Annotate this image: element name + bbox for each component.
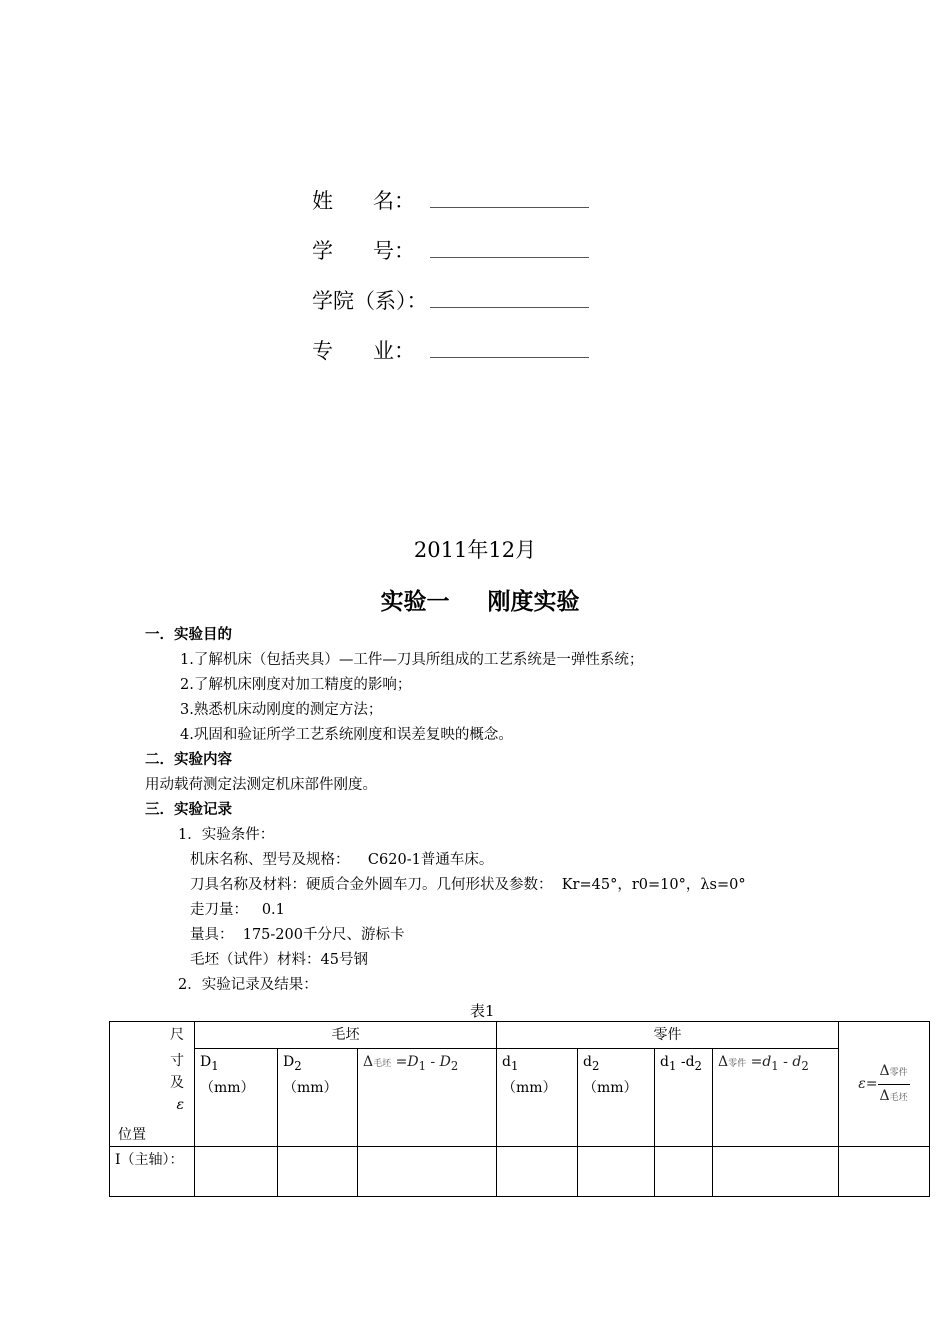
row-spindle-label: I（主轴）： <box>110 1147 195 1197</box>
condition-feed: 走刀量： 0.1 <box>190 902 285 918</box>
content-text: 用动载荷测定法测定机床部件刚度。 <box>145 777 377 793</box>
col-D2: $D_2(mm)$ <box>278 1049 358 1147</box>
condition-tool: 刀具名称及材料：硬质合金外圆车刀。几何形状及参数： Kr=45°，r0=10°，λs=0° <box>190 877 746 893</box>
corner-epsilon: ε <box>176 1097 184 1113</box>
condition-material: 毛坯（试件）材料：45号钢 <box>190 952 368 968</box>
section-1-heading: 一．实验目的 <box>145 627 232 643</box>
col-d2: $d_2(mm)$ <box>578 1049 655 1147</box>
cell-D2[interactable] <box>278 1147 358 1197</box>
cell-d1[interactable] <box>497 1147 578 1197</box>
section-2-heading: 二．实验内容 <box>145 752 232 768</box>
cover-date: 2011年12月 <box>413 538 537 562</box>
results-subheading: 2．实验记录及结果： <box>178 977 318 993</box>
objective-item-3: 3.熟悉机床动刚度的测定方法； <box>180 702 383 718</box>
major-underline <box>430 356 589 358</box>
experiment-title: 实验一 刚度实验 <box>380 589 580 615</box>
epsilon-formula: ε= $\frac{\text{Δ零件}}{\text{Δ毛坯}}$ <box>858 1076 909 1092</box>
condition-gauge: 量具： 175-200千分尺、游标卡 <box>190 927 405 943</box>
col-delta-part: Δ零件 $=d_1 - d_2$ <box>713 1049 839 1147</box>
corner-char-2: 寸 <box>170 1053 184 1069</box>
cell-delta-blank[interactable] <box>358 1147 497 1197</box>
corner-cell <box>110 1022 195 1147</box>
objective-item-2: 2.了解机床刚度对加工精度的影响； <box>180 677 412 693</box>
section-3-heading: 三．实验记录 <box>145 802 232 818</box>
college-underline <box>430 306 589 308</box>
condition-machine: 机床名称、型号及规格： C620-1普通车床。 <box>190 852 494 868</box>
student-id-label: 学 号： <box>312 239 416 263</box>
col-D1: $D_1(mm)$ <box>195 1049 278 1147</box>
college-label: 学院（系）： <box>312 289 428 313</box>
cell-d2[interactable] <box>578 1147 655 1197</box>
student-id-underline <box>430 256 589 258</box>
name-field <box>312 186 415 216</box>
name-label: 姓 名： <box>312 189 416 213</box>
cell-epsilon[interactable] <box>839 1147 930 1197</box>
table-caption: 表1 <box>470 1002 495 1020</box>
student-id-field <box>312 236 415 266</box>
major-field <box>312 336 415 366</box>
table-column-header-row <box>110 1049 930 1147</box>
corner-char-3: 及 <box>170 1075 184 1091</box>
objective-item-4: 4.巩固和验证所学工艺系统刚度和误差复映的概念。 <box>180 727 513 743</box>
corner-char-1: 尺 <box>170 1027 184 1043</box>
conditions-subheading: 1．实验条件： <box>178 827 275 843</box>
table-row <box>110 1147 930 1197</box>
part-group-header: 零件 <box>497 1022 839 1049</box>
epsilon-header <box>839 1022 930 1147</box>
col-d1: $d_1(mm)$ <box>497 1049 578 1147</box>
record-table <box>109 1021 930 1197</box>
cell-D1[interactable] <box>195 1147 278 1197</box>
table-group-header-row <box>110 1022 930 1049</box>
col-delta-blank: Δ毛坯 $=D_1 - D_2$ <box>358 1049 497 1147</box>
college-field <box>312 286 428 316</box>
major-label: 专 业： <box>312 339 416 363</box>
cell-delta-part[interactable] <box>713 1147 839 1197</box>
col-d1-minus-d2: $d_1$ $-d_2$ <box>655 1049 713 1147</box>
cell-d1-minus-d2[interactable] <box>655 1147 713 1197</box>
name-underline <box>430 206 589 208</box>
blank-group-header: 毛坯 <box>195 1022 497 1049</box>
objective-item-1: 1.了解机床（包括夹具）—工件—刀具所组成的工艺系统是一弹性系统； <box>180 652 644 668</box>
corner-position: 位置 <box>118 1127 146 1143</box>
